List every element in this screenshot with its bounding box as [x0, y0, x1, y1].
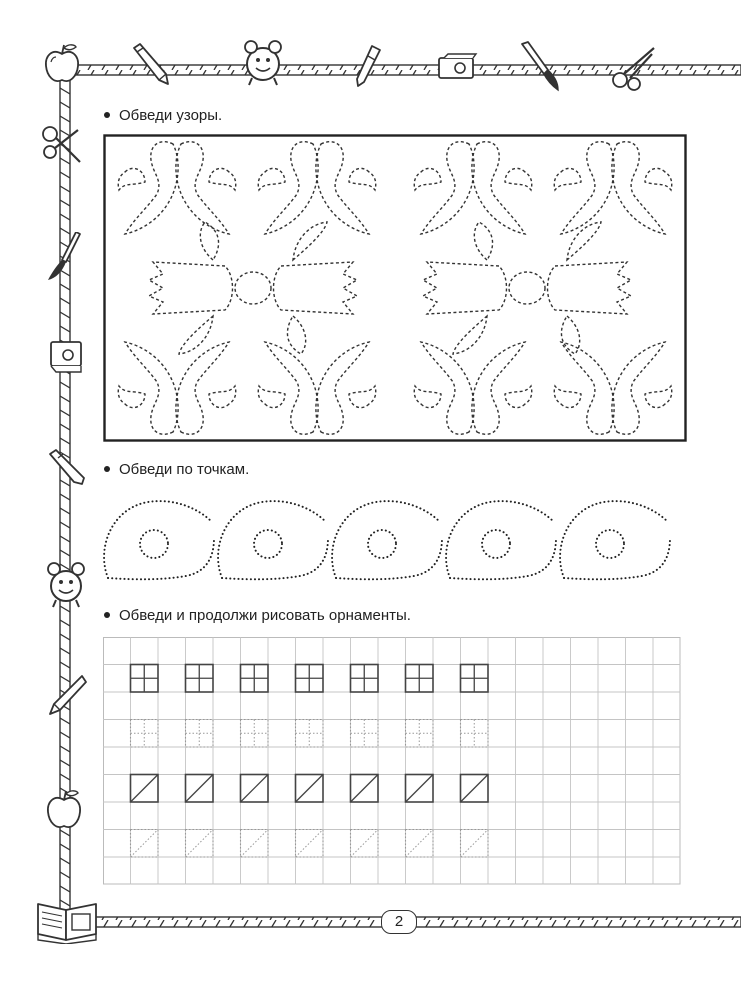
brush-icon: [44, 232, 84, 282]
alarm-clock-icon: [44, 560, 88, 610]
bullet-icon: [104, 466, 110, 472]
pen-icon: [46, 448, 86, 486]
sharpener-icon: [48, 338, 84, 374]
apple-icon: [44, 788, 84, 832]
dashed-pattern-box: [103, 134, 687, 442]
scissors-icon: [608, 44, 658, 92]
ornament-grid: [103, 637, 685, 885]
bullet-icon: [104, 112, 110, 118]
sharpener-icon: [436, 52, 478, 84]
bullet-icon: [104, 612, 110, 618]
grid-border: [104, 638, 681, 885]
brush-icon: [518, 40, 564, 92]
instruction-trace-patterns: Обведи узоры.: [104, 107, 222, 124]
instruction-continue-ornaments: Обведи и продолжи рисовать орнаменты.: [104, 607, 411, 624]
open-book-icon: [34, 896, 102, 944]
apple-icon: [42, 42, 82, 86]
alarm-clock-icon: [240, 38, 286, 88]
pencil-icon: [128, 42, 172, 86]
pen-icon: [352, 44, 382, 88]
dotted-spiral-row: [98, 488, 690, 586]
instruction-trace-dots: Обведи по точкам.: [104, 461, 249, 478]
page-number: 2: [381, 910, 417, 934]
pencil-icon: [48, 672, 88, 716]
scissors-icon: [40, 124, 84, 168]
